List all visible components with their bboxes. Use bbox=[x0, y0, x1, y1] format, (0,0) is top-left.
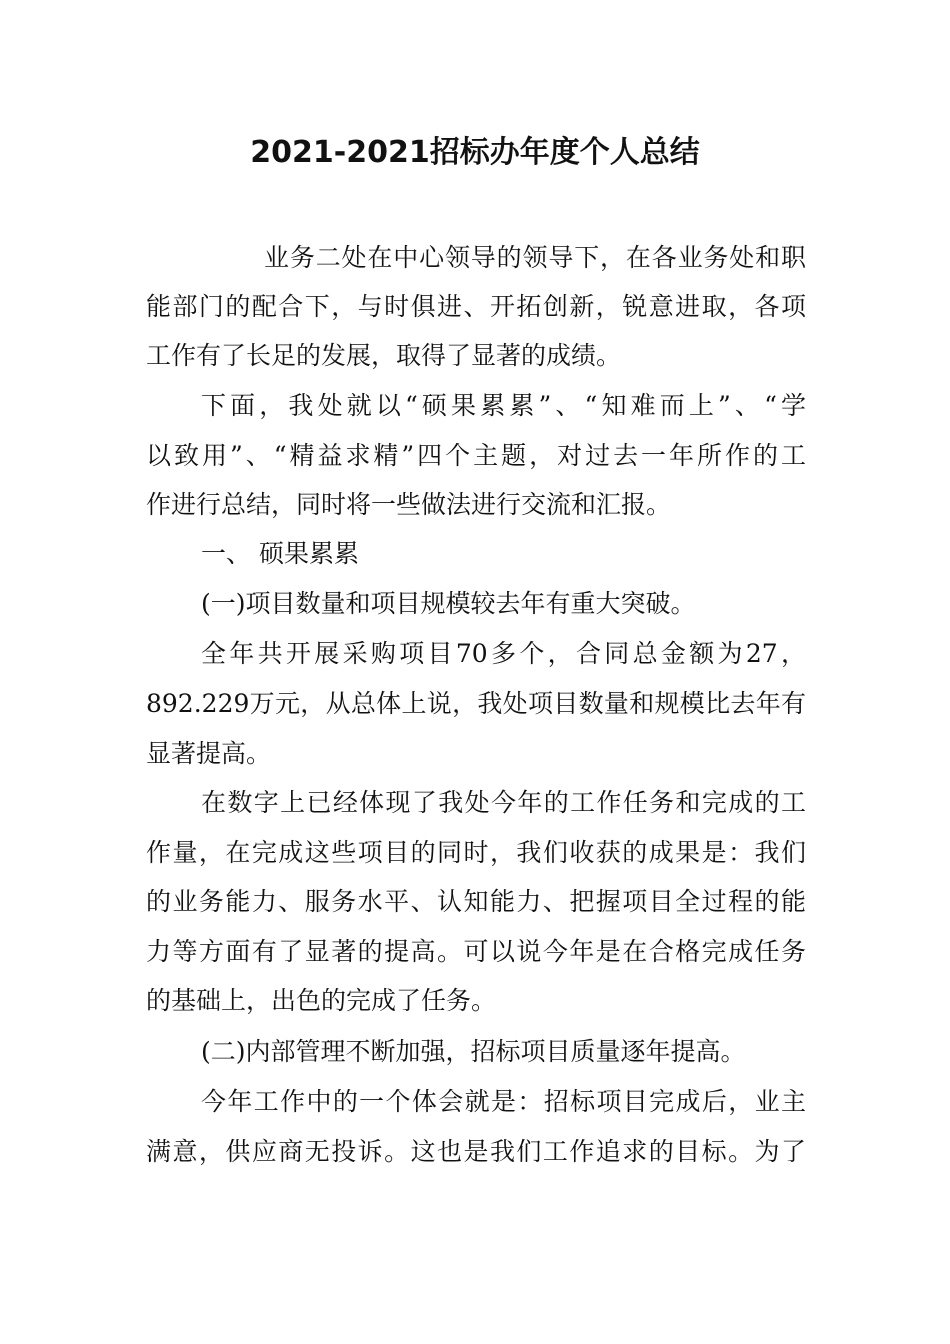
text-line: 在数字上已经体现了我处今年的工作任务和完成的工 bbox=[201, 788, 806, 817]
text-line: 显著提高。 bbox=[146, 739, 272, 768]
document-title: 2021-2021招标办年度个人总结 bbox=[250, 135, 700, 170]
text-line: 以致用”、“精益求精”四个主题，对过去一年所作的工 bbox=[146, 441, 806, 470]
text-line: 892.229万元，从总体上说，我处项目数量和规模比去年有 bbox=[146, 689, 806, 718]
text-line: 满意，供应商无投诉。这也是我们工作追求的目标。为了 bbox=[146, 1137, 806, 1166]
subsection-heading: (一)项目数量和项目规模较去年有重大突破。 bbox=[201, 589, 696, 618]
text-line: 的基础上，出色的完成了任务。 bbox=[146, 986, 497, 1015]
text-line: 作进行总结，同时将一些做法进行交流和汇报。 bbox=[146, 490, 672, 519]
text-line: 作量，在完成这些项目的同时，我们收获的成果是：我们 bbox=[146, 838, 806, 867]
text-line: 能部门的配合下，与时俱进、开拓创新，锐意进取，各项 bbox=[146, 292, 806, 321]
text-line: 今年工作中的一个体会就是：招标项目完成后，业主 bbox=[201, 1087, 806, 1116]
text-line: 工作有了长足的发展，取得了显著的成绩。 bbox=[146, 341, 622, 370]
text-line: 力等方面有了显著的提高。可以说今年是在合格完成任务 bbox=[146, 937, 806, 966]
text-line: 全年共开展采购项目70多个，合同总金额为27， bbox=[201, 639, 806, 668]
text-line: 的业务能力、服务水平、认知能力、把握项目全过程的能 bbox=[146, 887, 806, 916]
subsection-heading: (二)内部管理不断加强，招标项目质量逐年提高。 bbox=[201, 1037, 746, 1066]
text-line: 业务二处在中心领导的领导下，在各业务处和职 bbox=[264, 243, 806, 272]
text-line: 下面，我处就以“硕果累累”、“知难而上”、“学 bbox=[201, 391, 806, 420]
section-heading: 一、 硕果累累 bbox=[201, 539, 359, 568]
